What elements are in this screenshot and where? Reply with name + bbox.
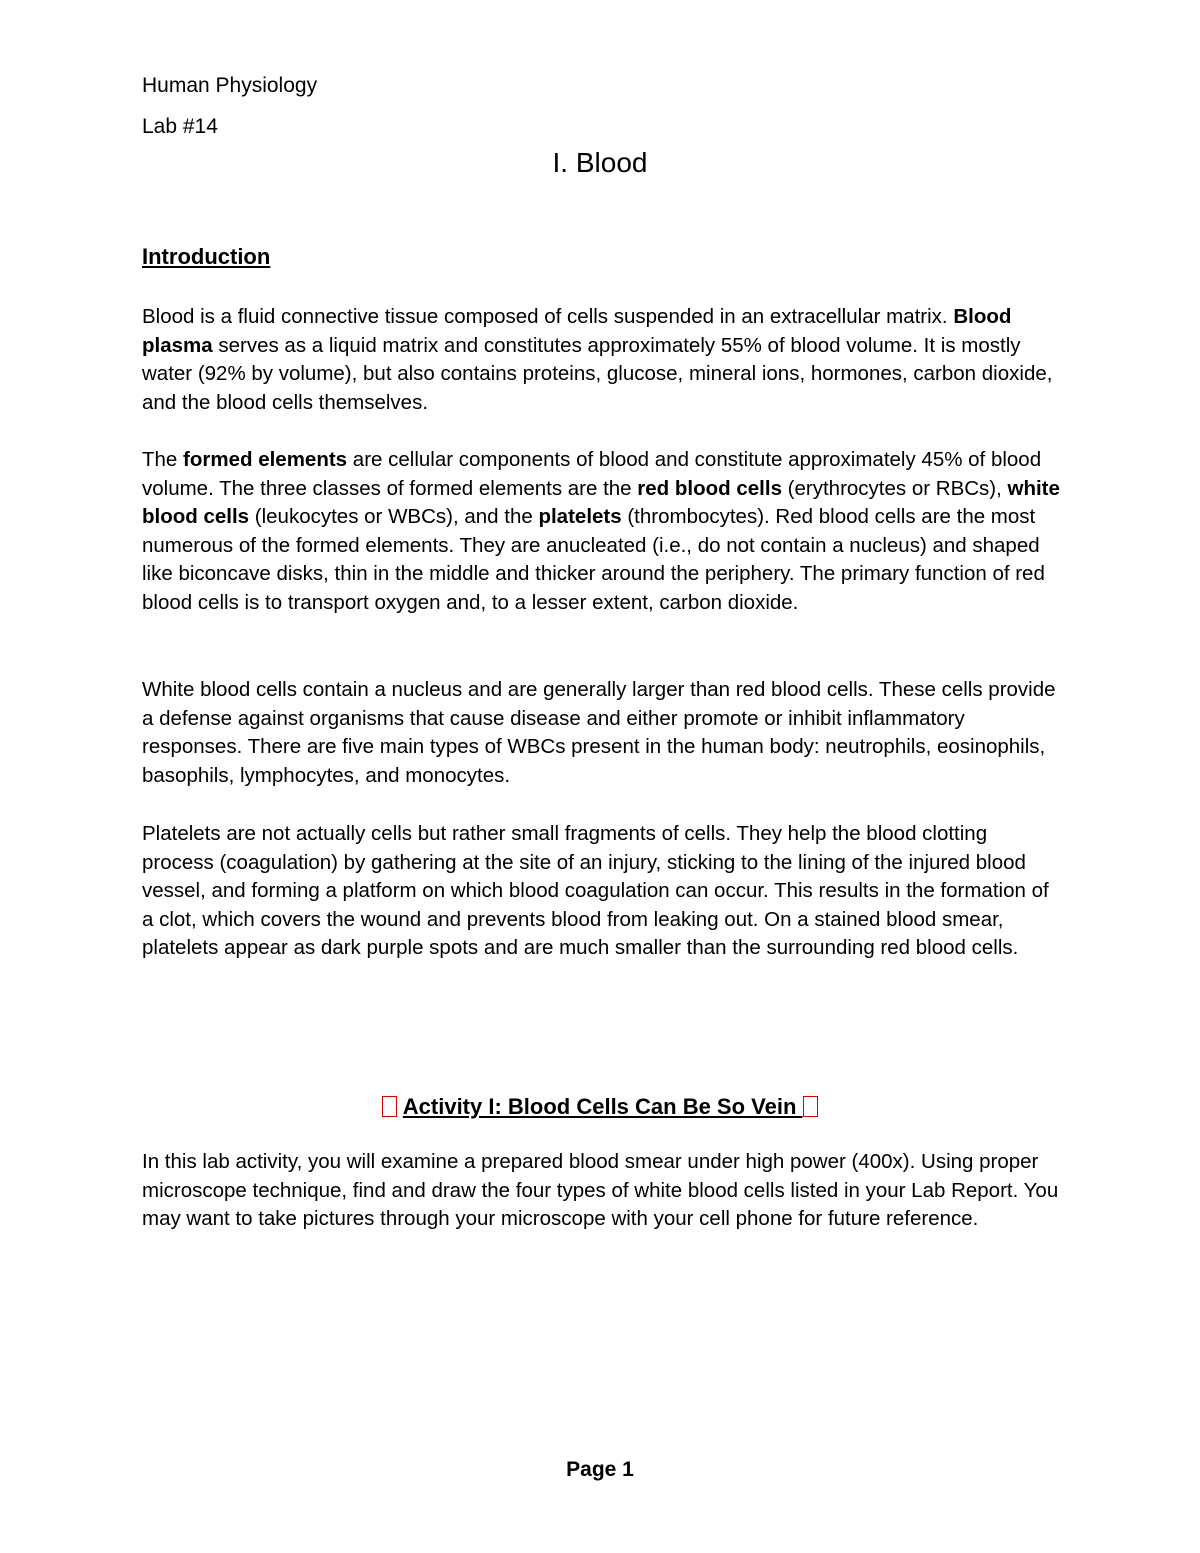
- missing-glyph-icon: [803, 1096, 818, 1117]
- text-run: are cellular components of blood and constitute approximately 45% of blood volume. The three classes of formed elements are the: [142, 448, 1042, 500]
- activity-instructions: In this lab activity, you will examine a prepared blood smear under high power (400x). Using proper microscope technique, find and draw the four types of white blood cells listed in your Lab Report. You may want to take pictures through your microscope with your cell phone for future reference.: [142, 1150, 1059, 1231]
- intro-paragraph-white-blood-cells: White blood cells contain a nucleus and are generally larger than red blood cells. These cells provide a defense against organisms that cause disease and either promote or inhibit inflammatory responses. There are five main types of WBCs present in the human body: neutrophils, eosinophils, basophils, lymphocytes, and monocytes.: [142, 678, 1056, 787]
- activity-heading: [0, 1092, 1200, 1122]
- intro-paragraph-formed-elements: [142, 446, 1062, 618]
- intro-paragraph-platelets: Platelets are not actually cells but rather small fragments of cells. They help the blood clotting process (coagulation) by gathering at the site of an injury, sticking to the lining of the injured blood vessel, and forming a platform on which blood coagulation can occur. This results in the formation of a clot, which covers the wound and prevents blood from leaking out. On a stained blood smear, platelets appear as dark purple spots and are much smaller than the surrounding red blood cells.: [142, 822, 1049, 960]
- text-run: serves as a liquid matrix and constitutes approximately 55% of blood volume. It is mostly water (92% by volume), but also contains proteins, glucose, mineral ions, hormones, carbon dioxide, and the blood cells themselves.: [142, 333, 1053, 414]
- text-run: (erythrocytes or RBCs),: [781, 476, 1008, 500]
- page-number: Page 1: [566, 1458, 634, 1481]
- lab-number: Lab #14: [142, 115, 218, 138]
- term-blood-plasma: Blood plasma: [142, 305, 1012, 357]
- text-run: (thrombocytes). Red blood cells are the most numerous of the formed elements. They are anucleated (i.e., do not contain a nucleus) and shaped like biconcave disks, thin in the middle and thicker around the periphery. The primary function of red blood cells is to transport oxygen and, to a lesser extent, carbon dioxide.: [142, 505, 1045, 614]
- term-red-blood-cells: red blood cells: [637, 476, 782, 500]
- text-run: The: [142, 448, 184, 471]
- term-platelets: platelets: [538, 505, 622, 529]
- course-name: Human Physiology: [142, 74, 318, 97]
- introduction-heading: Introduction: [142, 244, 271, 269]
- activity-heading-label: Activity I: Blood Cells Can Be So Vein: [402, 1094, 803, 1119]
- term-formed-elements: formed elements: [183, 448, 348, 471]
- page-title: I. Blood: [552, 147, 648, 178]
- term-white-blood-cells: white blood cells: [142, 476, 1060, 529]
- text-run: (leukocytes or WBCs), and the: [249, 505, 539, 529]
- missing-glyph-icon: [382, 1096, 397, 1117]
- text-run: Blood is a fluid connective tissue composed of cells suspended in an extracellular matrix.: [142, 305, 954, 328]
- intro-paragraph-plasma: [142, 303, 1062, 417]
